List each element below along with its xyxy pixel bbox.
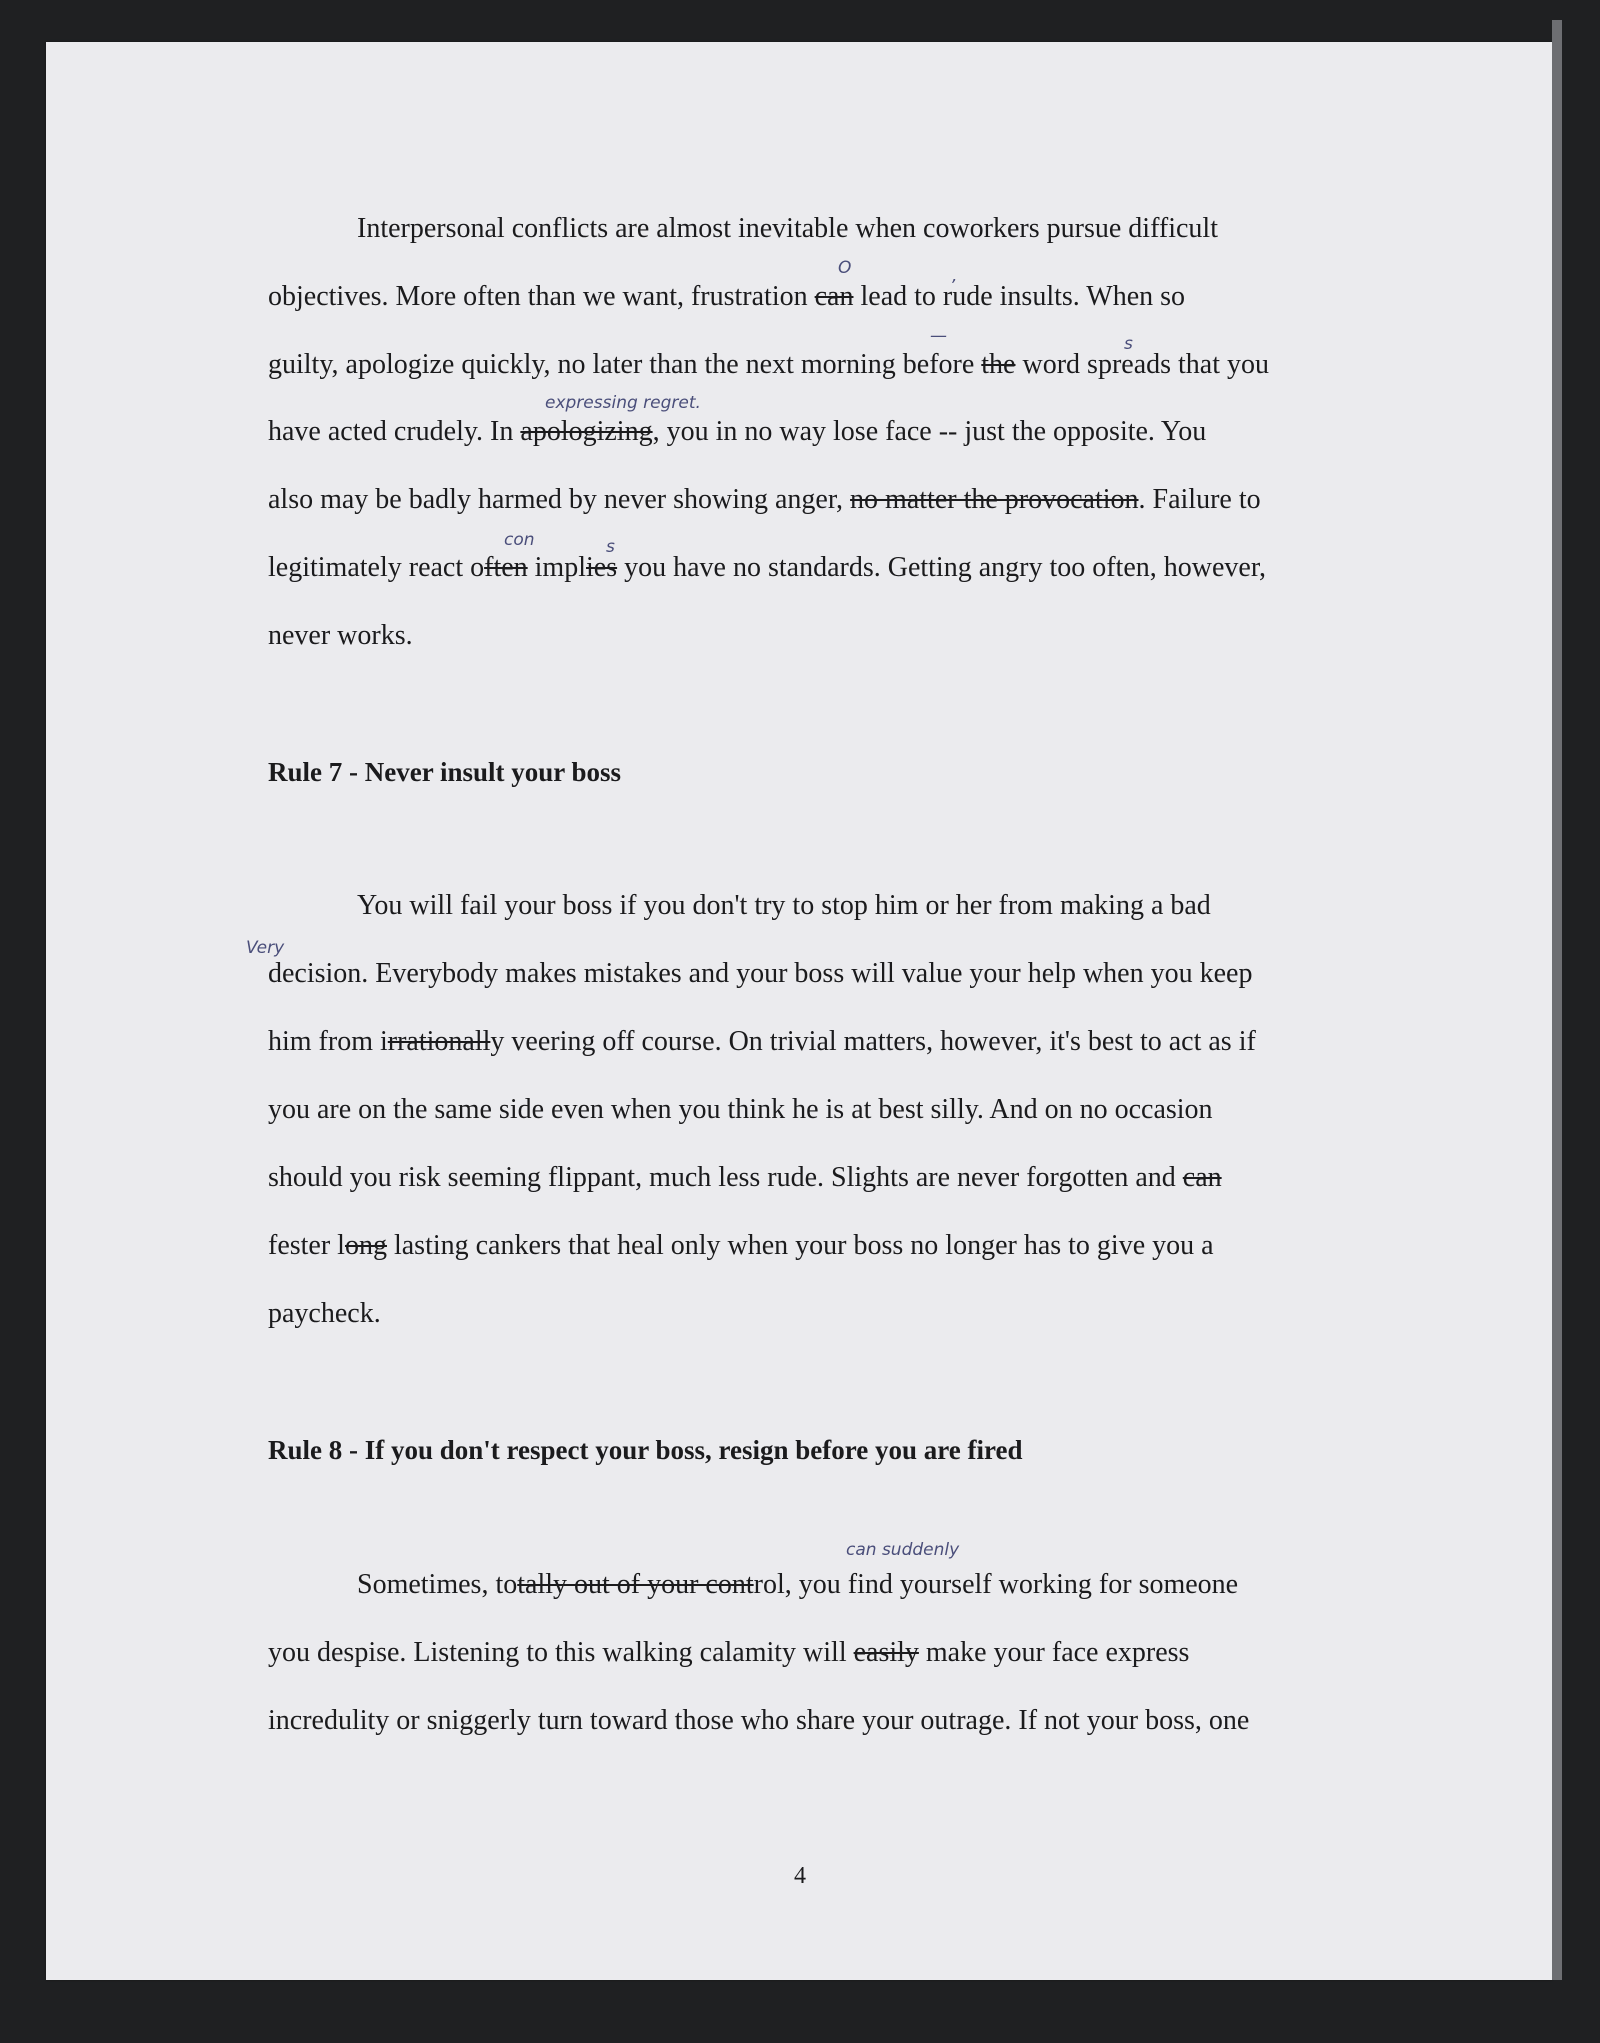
struck-text: ften: [484, 552, 528, 583]
handwritten-annotation: —: [930, 326, 947, 346]
text-run: lasting cankers that heal only when your boss no longer has to give you a: [386, 1230, 1214, 1261]
text-run: also may be badly harmed by never showing anger,: [268, 484, 851, 515]
struck-text: can: [1182, 1162, 1222, 1193]
struck-text: can: [814, 281, 854, 312]
struck-text: ong: [344, 1230, 387, 1261]
text-line: [268, 1297, 381, 1331]
handwritten-annotation: can suddenly: [846, 1540, 960, 1560]
section-heading-rule-8: [268, 1433, 1023, 1467]
text-run: objectives. More often than we want, frustration: [268, 281, 815, 312]
text-run: legitimately react o: [268, 552, 485, 583]
text-run: , you in no way lose face -- just the opposite. You: [652, 416, 1207, 447]
text-run: rol, you find yourself working for someone: [753, 1569, 1239, 1600]
text-run: paycheck.: [268, 1298, 381, 1329]
text-run: him from i: [268, 1026, 388, 1057]
text-line: [268, 1704, 1249, 1738]
text-line: [268, 1636, 1189, 1670]
text-run: make your face express: [918, 1637, 1190, 1668]
struck-text: no matter the provocation: [850, 484, 1139, 515]
text-line: [268, 1229, 1214, 1263]
handwritten-annotation: Very: [246, 938, 285, 958]
section-heading-rule-7: [268, 755, 621, 789]
document-page: [46, 42, 1552, 1980]
text-line: [268, 1025, 1256, 1059]
text-run: incredulity or sniggerly turn toward those who share your outrage. If not your boss, one: [268, 1705, 1250, 1736]
text-run: . Failure to: [1138, 484, 1261, 515]
text-run: Interpersonal conflicts are almost inevitable when coworkers pursue difficult: [357, 213, 1218, 244]
text-line: [268, 415, 1206, 449]
page-edge: [1552, 20, 1562, 1980]
text-run: have acted crudely. In: [268, 416, 521, 447]
text-run: impl: [527, 552, 586, 583]
text-line: [357, 212, 1218, 246]
text-line: [268, 348, 1269, 382]
text-line: [268, 957, 1252, 991]
text-run: decision. Everybody makes mistakes and your boss will value your help when you keep: [268, 958, 1253, 989]
text-line: [268, 551, 1266, 585]
struck-text: apologizing: [520, 416, 653, 447]
handwritten-annotation: O: [838, 258, 852, 278]
text-run: you have no standards. Getting angry too often, however,: [617, 552, 1267, 583]
struck-text: the: [981, 349, 1016, 380]
struck-text: tally out of your cont: [517, 1569, 754, 1600]
handwritten-annotation: ,: [952, 266, 958, 286]
text-run: should you risk seeming flippant, much less rude. Slights are never forgotten and: [268, 1162, 1183, 1193]
text-run: word spreads that you: [1015, 349, 1270, 380]
text-run: y veering off course. On trivial matters, however, it's best to act as if: [490, 1026, 1256, 1057]
handwritten-annotation: s: [606, 537, 615, 557]
text-line: [357, 1568, 1238, 1602]
text-line: [268, 1161, 1222, 1195]
struck-text: easily: [853, 1637, 919, 1668]
text-line: [268, 1093, 1213, 1127]
page-number: 4: [794, 1863, 806, 1889]
handwritten-annotation: s: [1124, 334, 1133, 354]
text-run: guilty, apologize quickly, no later than the next morning before: [268, 349, 982, 380]
text-line: [268, 280, 1185, 314]
text-run: Rule 8 - If you don't respect your boss, resign before you are fired: [268, 1435, 1023, 1465]
text-run: you despise. Listening to this walking calamity will: [268, 1637, 854, 1668]
text-run: lead to rude insults. When so: [853, 281, 1186, 312]
text-line: [268, 619, 413, 653]
text-line: [357, 889, 1211, 923]
text-run: never works.: [268, 620, 413, 651]
handwritten-annotation: expressing regret.: [545, 393, 701, 413]
text-run: Sometimes, to: [357, 1569, 518, 1600]
text-run: Rule 7 - Never insult your boss: [268, 757, 622, 787]
struck-text: ies: [586, 552, 618, 583]
struck-text: rrationall: [387, 1026, 491, 1057]
handwritten-annotation: con: [504, 530, 535, 550]
text-run: fester l: [268, 1230, 345, 1261]
text-run: you are on the same side even when you think he is at best silly. And on no occasion: [268, 1094, 1213, 1125]
text-run: You will fail your boss if you don't try to stop him or her from making a bad: [357, 890, 1211, 921]
text-line: [268, 483, 1261, 517]
